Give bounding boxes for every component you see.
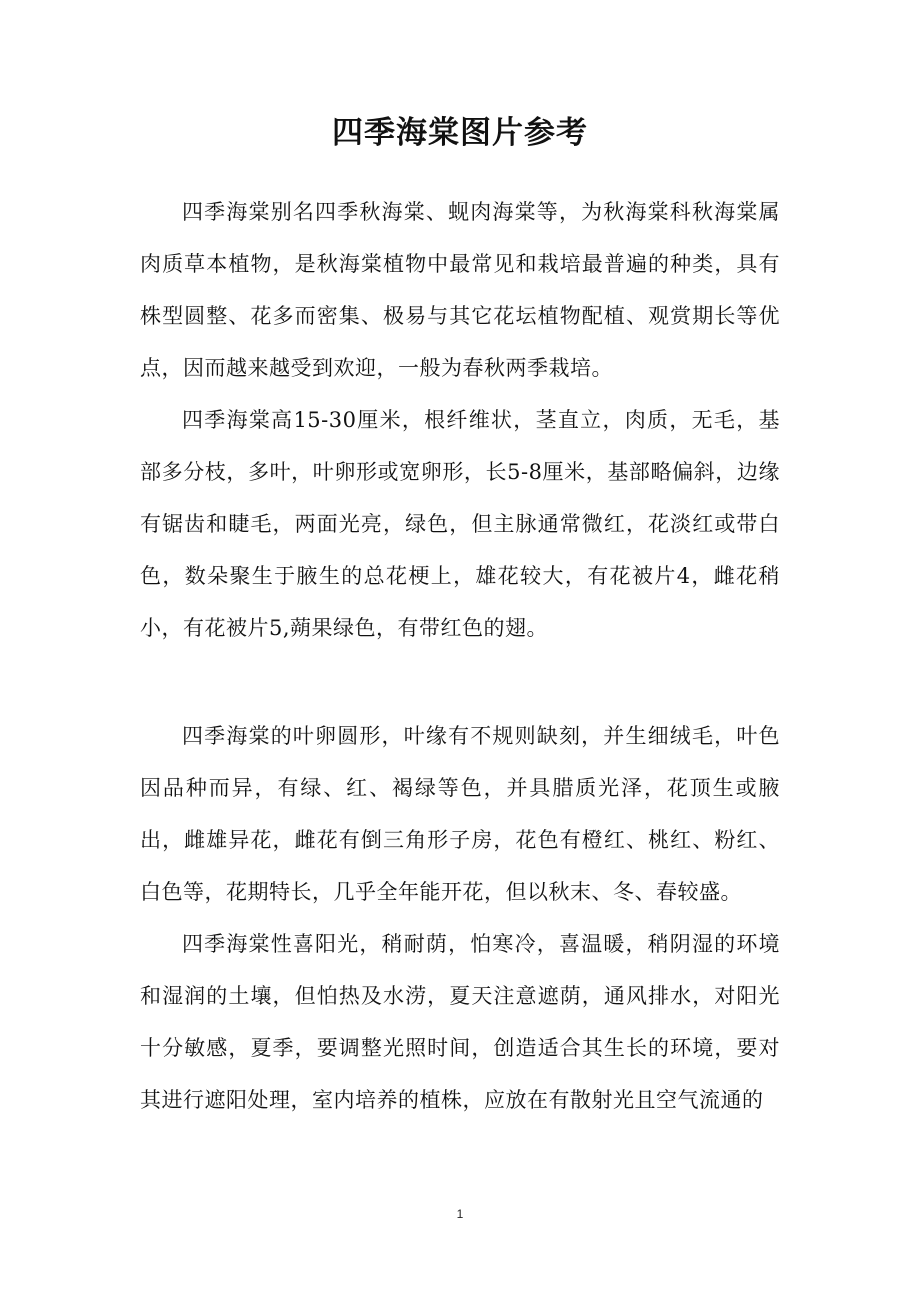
paragraph-3: 四季海棠的叶卵圆形，叶缘有不规则缺刻，并生细绒毛，叶色因品种而异，有绿、红、褐绿等色，并具腊质光泽，花顶生或腋出，雌雄异花，雌花有倒三角形子房，花色有橙红、桃红、粉红、白色等，花期特长，几乎全年能开花，但以秋末、冬、春较盛。 [140, 724, 780, 904]
paragraph-4: 四季海棠性喜阳光，稍耐荫，怕寒冷，喜温暖，稍阴湿的环境和湿润的土壤，但怕热及水涝，夏天注意遮荫，通风排水，对阳光十分敏感，夏季，要调整光照时间，创造适合其生长的环境，要对其进行遮阳处理，室内培养的植株，应放在有散射光且空气流通的 [140, 932, 780, 1112]
paragraph-2: 四季海棠高15-30厘米，根纤维状，茎直立，肉质，无毛，基部多分枝，多叶，叶卵形或宽卵形，长5-8厘米，基部略偏斜，边缘有锯齿和睫毛，两面光亮，绿色，但主脉通常微红，花淡红或带白色，数朵聚生于腋生的总花梗上，雄花较大，有花被片4，雌花稍小，有花被片5,蒴果绿色，有带红色的翅。 [140, 408, 780, 640]
document-body [140, 186, 780, 1126]
page-number: 1 [456, 1207, 464, 1221]
paragraph-spacer [140, 654, 780, 710]
document-title: 四季海棠图片参考 [332, 115, 588, 151]
paragraph-1: 四季海棠别名四季秋海棠、蚬肉海棠等，为秋海棠科秋海棠属肉质草本植物，是秋海棠植物中最常见和栽培最普遍的种类，具有株型圆整、花多而密集、极易与其它花坛植物配植、观赏期长等优点，因而越来越受到欢迎，一般为春秋两季栽培。 [140, 200, 780, 380]
